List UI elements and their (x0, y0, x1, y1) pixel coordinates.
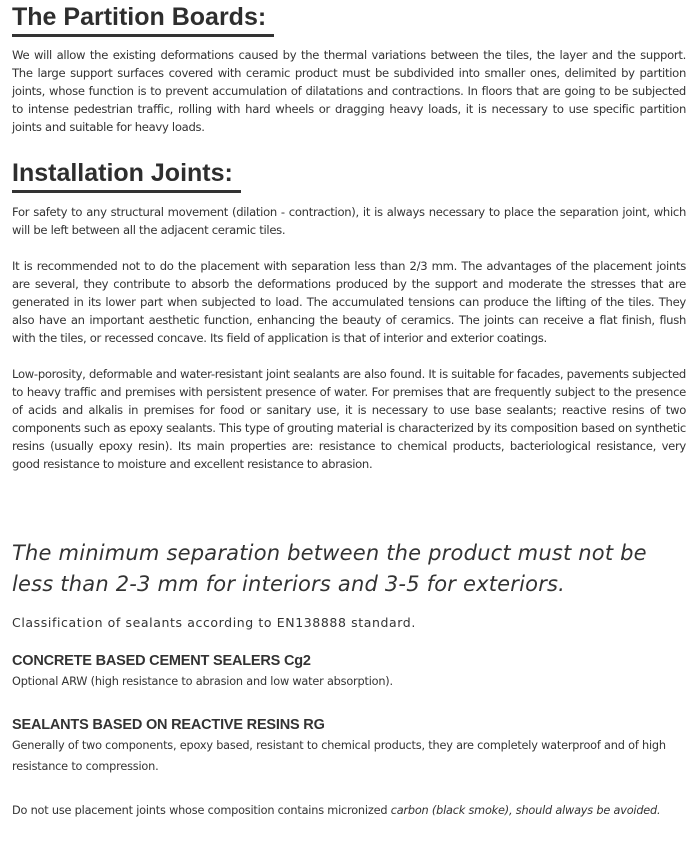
type-text: Optional ARW (high resistance to abrasion and low water absorption). (12, 675, 393, 688)
quote-block (12, 538, 686, 600)
note-block (12, 800, 686, 821)
note (12, 800, 686, 821)
quote: The minimum separation between the product must not be less than 2-3 mm for interiors and 3-5 for exteriors. (12, 541, 647, 596)
paragraph: It is recommended not to do the placement with separation less than 2/3 mm. The advantages of the placement joints are several, they contribute to absorb the deformations produced by the support and moderate the stresses that are generated in its lower part when subjected to load. The accumulated tensions can produce the lifting of the tiles. They also have an important aesthetic function, enhancing the beauty of ceramics. The joints can receive a flat finish, flush with the tiles, or recessed concave. Its field of application is that of interior and exterior coatings. (12, 259, 686, 345)
type-text: Generally of two components, epoxy based, resistant to chemical products, they are completely waterproof and of high resistance to compression. (12, 739, 666, 773)
type-rg (12, 717, 694, 777)
classification-text: Classification of sealants according to EN138888 standard. (12, 615, 416, 630)
type-heading: CONCRETE BASED CEMENT SEALERS Cg2 (12, 653, 311, 669)
paragraph: We will allow the existing deformations caused by the thermal variations between the tiles, the layer and the support. The large support surfaces covered with ceramic product must be subdivided into smaller ones, delimited by partition joints, whose function is to prevent accumulation of dilatations and contractions. In floors that are going to be subjected to intense pedestrian traffic, rolling with hard wheels or dragging heavy loads, it is necessary to use specific partition joints and suitable for heavy loads. (12, 48, 686, 134)
section-partition-boards (12, 2, 686, 136)
paragraph: For safety to any structural movement (dilation - contraction), it is always necessary to place the separation joint, which will be left between all the adjacent ceramic tiles. (12, 205, 686, 237)
note-text: Do not use placement joints whose composition contains micronized (12, 804, 391, 817)
paragraph: Low-porosity, deformable and water-resistant joint sealants are also found. It is suitable for facades, pavements subjected to heavy traffic and premises with persistent presence of water. For premises that are frequently subject to the presence of acids and alkalis in premises for food or sanitary use, it is necessary to use base sealants; reactive resins of two components such as epoxy sealants. This type of grouting material is characterized by its composition based on synthetic resins (usually epoxy resin). Its main properties are: resistance to chemical products, bacteriological resistance, very good resistance to moisture and excellent resistance to abrasion. (12, 367, 686, 471)
type-heading: SEALANTS BASED ON REACTIVE RESINS RG (12, 717, 325, 733)
heading-installation-joints: Installation Joints: (12, 158, 241, 193)
classification-block (12, 615, 686, 630)
note-italic: carbon (black smoke), should always be avoided. (390, 804, 661, 817)
section-installation-joints (12, 158, 686, 473)
type-cg2 (12, 653, 686, 692)
heading-partition-boards: The Partition Boards: (12, 2, 274, 37)
